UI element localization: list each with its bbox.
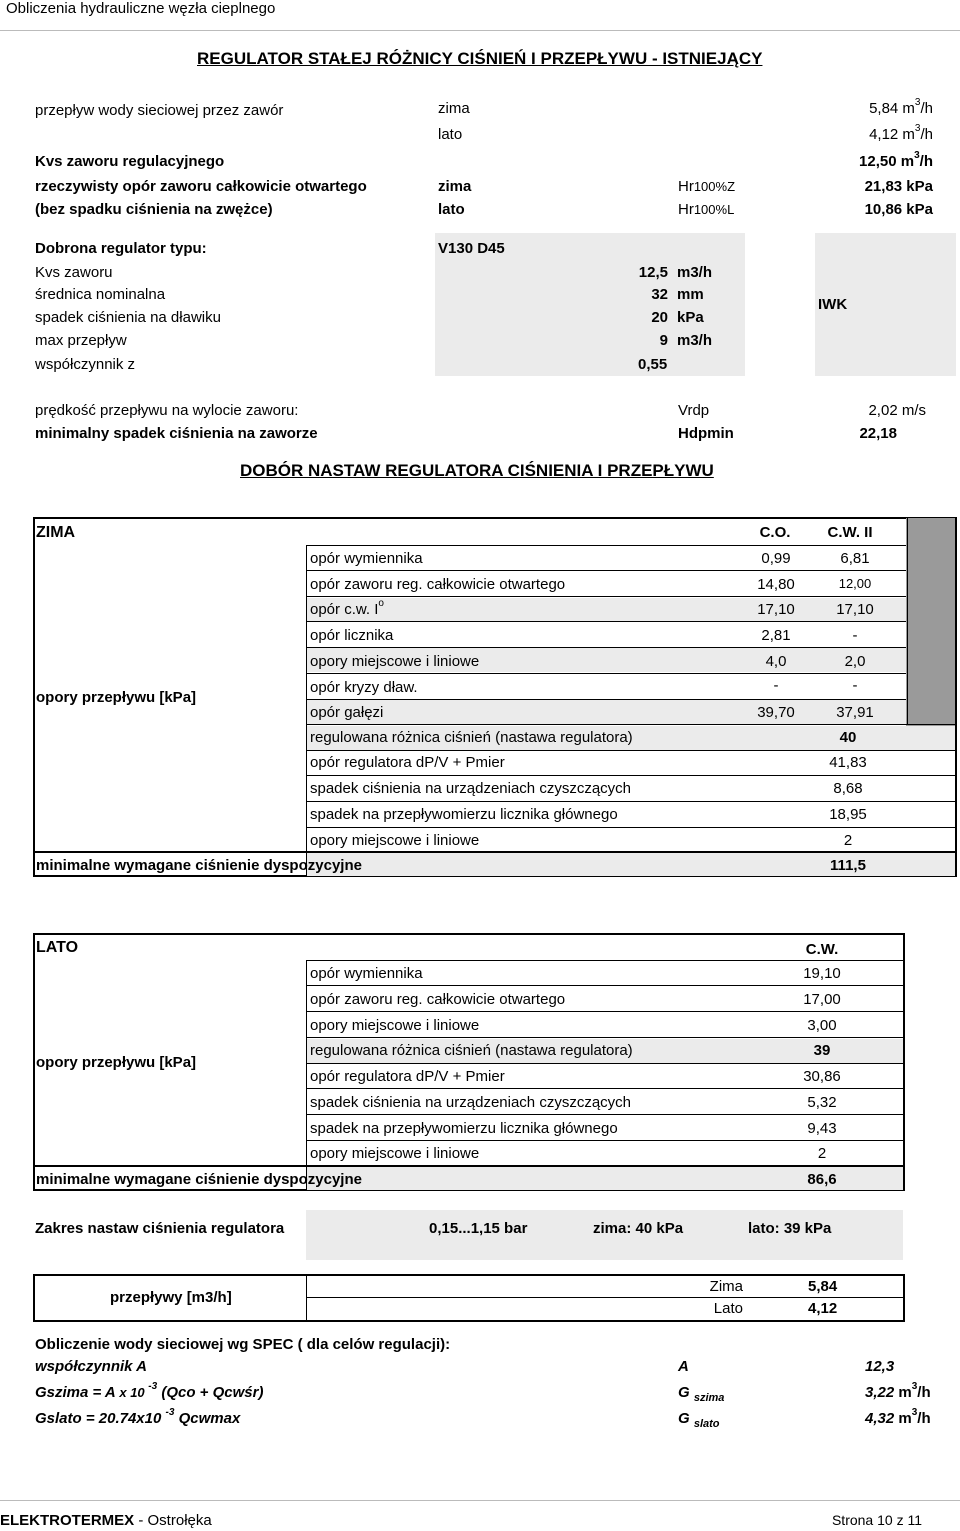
velocity-value: 2,02 m/s (868, 402, 926, 419)
lato-vline (306, 960, 307, 1190)
velocity-symbol: Vrdp (678, 402, 710, 419)
lato-row-value: 19,10 (803, 965, 841, 982)
lato-hline (306, 1114, 903, 1115)
lato-min-value: 86,6 (807, 1171, 837, 1188)
hr-zima-symbol: Hr100%Z (678, 178, 736, 195)
lato-hline (306, 960, 903, 961)
zima-row-cw: 2,0 (844, 653, 866, 670)
zima-hline (306, 673, 906, 674)
resist-zima-value: 21,83 kPa (864, 178, 933, 195)
zima-hline (306, 596, 906, 597)
zima-vline (306, 545, 307, 876)
zima-hline (306, 570, 906, 571)
zima-hline (306, 699, 906, 700)
flow-label: przepływ wody sieciowej przez zawór (35, 102, 284, 119)
zima-row-value: 18,95 (829, 806, 867, 823)
lato-row-label: opór wymiennika (310, 965, 423, 982)
resist-note: (bez spadku ciśnienia na zwężce) (35, 201, 273, 218)
maker-label: IWK (818, 296, 848, 313)
zima-dark-column (906, 518, 955, 726)
lato-row-value: 3,00 (807, 1017, 837, 1034)
range-label: Zakres nastaw ciśnienia regulatora (35, 1220, 285, 1237)
regulator-param-unit: kPa (677, 309, 704, 326)
kvs-value: 12,50 $m^3/h$ (859, 150, 933, 170)
zima-row-cw: - (852, 627, 858, 644)
spec-gslato-symbol: G $_{slato}$ (678, 1410, 720, 1430)
spec-gslato-formula: Gslato = 20.74x10 $^{-3}$ Qcwmax (35, 1407, 241, 1427)
spec-gszima-formula: Gszima = A x 10 $^{-3}$ (Qco + Qcwśr) (35, 1381, 264, 1401)
flows-zima-value: 5,84 (808, 1278, 838, 1295)
zima-row-cw: 6,81 (840, 550, 870, 567)
regulator-param-label: Kvs zaworu (35, 264, 113, 281)
lato-row-label: spadek ciśnienia na urządzeniach czyszczących (310, 1094, 631, 1111)
lato-row-label: opór zaworu reg. całkowicie otwartego (310, 991, 566, 1008)
flows-lato-label: Lato (713, 1300, 743, 1317)
zima-row-label: spadek na przepływomierzu licznika głównego (310, 806, 618, 823)
zima-hline (306, 827, 955, 828)
resist-lato-value: 10,86 kPa (864, 201, 933, 218)
flows-zima-label: Zima (709, 1278, 743, 1295)
zima-min-divider (33, 851, 957, 853)
lato-hline (306, 1140, 903, 1141)
zima-vline (907, 518, 908, 725)
lato-row-value: 39 (813, 1042, 831, 1059)
zima-side-label: opory przepływu [kPa] (36, 689, 197, 706)
zima-row-cw: 37,91 (836, 704, 874, 721)
zima-row-co: 4,0 (765, 653, 787, 670)
zima-row-cw: 12,00 (838, 576, 872, 591)
regulator-param-unit: mm (677, 286, 704, 303)
zima-min-value: 111,5 (830, 857, 866, 874)
zima-inner-vline (33, 543, 35, 852)
regulator-param-value: 0,55 (638, 356, 668, 373)
spec-gszima-value: 3,22 $m^3/h$ (865, 1381, 931, 1401)
regulator-param-label: max przepływ (35, 332, 127, 349)
zima-col-co: C.O. (759, 524, 791, 541)
kvs-label: Kvs zaworu regulacyjnego (35, 153, 225, 170)
zima-row-label: opór regulatora dP/V + Pmier (310, 754, 505, 771)
zima-row-value: 40 (839, 729, 857, 746)
range-zima: zima: 40 kPa (593, 1220, 684, 1237)
lato-title: LATO (36, 939, 79, 956)
zima-col-cw: C.W. II (827, 524, 873, 541)
zima-row-co: 0,99 (761, 550, 791, 567)
lato-row-label: spadek na przepływomierzu licznika głównego (310, 1120, 618, 1137)
regulator-param-value: 9 (659, 332, 668, 349)
zima-hline (306, 724, 955, 725)
flows-vline (306, 1275, 307, 1321)
zima-row-co: 39,70 (757, 704, 795, 721)
footer-page-number: Strona 10 z 11 (831, 1512, 922, 1528)
regulator-param-value: 12,5 (638, 264, 668, 281)
flows-label: przepływy [m3/h] (110, 1289, 232, 1306)
mindrop-symbol: Hdpmin (678, 425, 734, 442)
footer-divider (0, 1500, 960, 1501)
zima-row-label: opór c.w. $I^o$ (310, 598, 384, 618)
zima-min-label: minimalne wymagane ciśnienie dyspozycyjne (36, 857, 362, 874)
zima-row-cw: 17,10 (836, 601, 874, 618)
lato-row-label: opory miejscowe i liniowe (310, 1145, 480, 1162)
regulator-param-unit: m3/h (677, 332, 713, 349)
regulator-param-label: średnica nominalna (35, 286, 166, 303)
lato-hline (306, 1037, 903, 1038)
velocity-label: prędkość przepływu na wylocie zaworu: (35, 402, 299, 419)
mindrop-value: 22,18 (859, 425, 897, 442)
regulator-type-label: Dobrona regulator typu: (35, 240, 207, 257)
zima-row-label: opór wymiennika (310, 550, 423, 567)
zima-hline (306, 545, 906, 546)
zima-row-label: spadek ciśnienia na urządzeniach czyszczących (310, 780, 631, 797)
spec-title: Obliczenie wody sieciowej wg SPEC ( dla celów regulacji): (35, 1336, 451, 1353)
zima-title: ZIMA (36, 524, 76, 541)
range-value: 0,15...1,15 bar (429, 1220, 528, 1237)
lato-hline (306, 985, 903, 986)
flow-zima-value: 5,84 $m^3/h$ (869, 97, 933, 117)
zima-hline (306, 750, 955, 751)
footer-company: ELEKTROTERMEX - Ostrołęka (0, 1512, 212, 1529)
lato-row-value: 17,00 (803, 991, 841, 1008)
zima-row-cw: - (852, 677, 858, 694)
spec-gszima-symbol: G $_{szima}$ (678, 1384, 725, 1404)
regulator-param-unit: m3/h (677, 264, 713, 281)
range-lato: lato: 39 kPa (748, 1220, 832, 1237)
zima-hline (306, 775, 955, 776)
regulator-param-value: 20 (651, 309, 668, 326)
zima-row-co: 17,10 (757, 601, 795, 618)
zima-row-co: - (773, 677, 779, 694)
lato-row-label: regulowana różnica ciśnień (nastawa regulatora) (310, 1042, 633, 1059)
lato-row-value: 30,86 (803, 1068, 841, 1085)
lato-side-label: opory przepływu [kPa] (36, 1054, 197, 1071)
regulator-param-label: spadek ciśnienia na dławiku (35, 309, 221, 326)
flows-lato-value: 4,12 (808, 1300, 838, 1317)
spec-a-symbol: A (678, 1358, 689, 1375)
document-header-title: Obliczenia hydrauliczne węzła cieplnego (6, 0, 276, 17)
zima-row-label: regulowana różnica ciśnień (nastawa regulatora) (310, 729, 633, 746)
lato-col-cw: C.W. (805, 941, 839, 958)
zima-row-label: opór gałęzi (310, 704, 384, 721)
lato-row-value: 2 (817, 1145, 827, 1162)
lato-hline (306, 1088, 903, 1089)
regulator-param-value: 32 (651, 286, 668, 303)
regulator-type-value: V130 D45 (438, 240, 505, 257)
spec-a-value: 12,3 (865, 1358, 895, 1375)
hr-lato-symbol: Hr100%L (678, 201, 735, 218)
spec-gslato-value: 4,32 $m^3/h$ (865, 1407, 931, 1427)
mindrop-label: minimalny spadek ciśnienia na zaworze (35, 425, 318, 442)
zima-hline (306, 647, 906, 648)
lato-row-value: 9,43 (807, 1120, 837, 1137)
lato-row-label: opór regulatora dP/V + Pmier (310, 1068, 505, 1085)
lato-row-label: opory miejscowe i liniowe (310, 1017, 480, 1034)
zima-row-label: opór licznika (310, 627, 394, 644)
resist-label: rzeczywisty opór zaworu całkowicie otwartego (35, 178, 367, 195)
section-title-settings: DOBÓR NASTAW REGULATORA CIŚNIENIA I PRZEPŁYWU (240, 461, 714, 480)
zima-row-label: opory miejscowe i liniowe (310, 653, 480, 670)
zima-row-value: 2 (843, 832, 853, 849)
flow-lato-label: lato (438, 126, 463, 143)
flows-hline (306, 1297, 903, 1298)
zima-hline (306, 801, 955, 802)
zima-row-co: 2,81 (761, 627, 791, 644)
spec-a-label: współczynnik A (35, 1358, 147, 1375)
resist-lato-label: lato (438, 201, 465, 218)
section-title-regulator: REGULATOR STAŁEJ RÓŻNICY CIŚNIEŃ I PRZEPŁYWU - ISTNIEJĄCY (197, 49, 763, 68)
regulator-param-label: współczynnik z (35, 356, 136, 373)
lato-row-value: 5,32 (807, 1094, 837, 1111)
zima-row-value: 41,83 (829, 754, 867, 771)
zima-row-label: opory miejscowe i liniowe (310, 832, 480, 849)
flow-lato-value: 4,12 $m^3/h$ (869, 123, 933, 143)
flow-zima-label: zima (438, 100, 470, 117)
zima-hline (306, 621, 906, 622)
zima-row-label: opór zaworu reg. całkowicie otwartego (310, 576, 566, 593)
zima-row-value: 8,68 (833, 780, 863, 797)
resist-zima-label: zima (438, 178, 472, 195)
lato-hline (306, 1063, 903, 1064)
lato-min-divider (33, 1165, 905, 1167)
zima-row-label: opór kryzy dław. (310, 679, 418, 696)
lato-min-label: minimalne wymagane ciśnienie dyspozycyjne (36, 1171, 362, 1188)
lato-hline (306, 1011, 903, 1012)
header-divider (0, 30, 960, 31)
zima-row-co: 14,80 (757, 576, 795, 593)
